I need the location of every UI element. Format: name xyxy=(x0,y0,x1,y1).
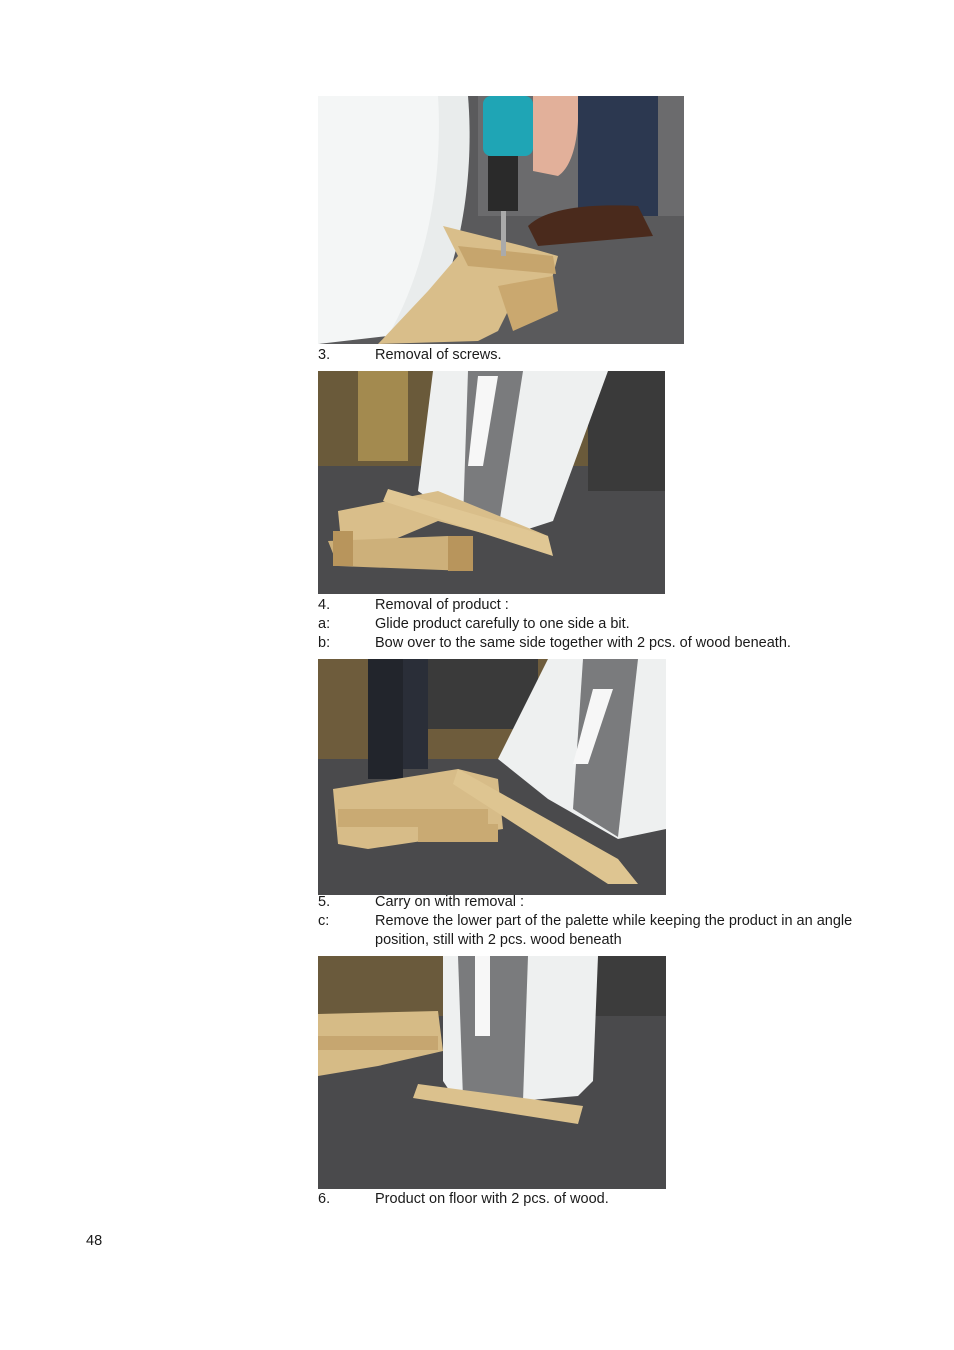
step-text: Carry on with removal : xyxy=(375,894,525,910)
step-4-caption xyxy=(318,596,895,653)
step-number: 4. xyxy=(318,597,331,613)
photo-carry-on-removal xyxy=(318,659,666,895)
step-3-caption xyxy=(318,346,865,365)
photo-removal-of-screws xyxy=(318,96,684,344)
step-letter: b: xyxy=(318,635,331,651)
photo-product-on-floor xyxy=(318,956,666,1189)
step-number: 5. xyxy=(318,894,331,910)
step-letter: c: xyxy=(318,913,330,929)
photo-removal-of-product xyxy=(318,371,665,594)
step-number: 6. xyxy=(318,1191,331,1207)
step-text: Removal of product : xyxy=(375,597,509,613)
step-text: Product on floor with 2 pcs. of wood. xyxy=(375,1191,609,1207)
step-text: Glide product carefully to one side a bit. xyxy=(375,616,630,632)
step-number: 3. xyxy=(318,347,331,363)
step-letter: a: xyxy=(318,616,331,632)
step-text: Bow over to the same side together with 2 pcs. of wood beneath. xyxy=(375,635,791,651)
step-text: Removal of screws. xyxy=(375,347,502,363)
step-5-caption xyxy=(318,893,865,950)
step-6-caption xyxy=(318,1190,865,1209)
step-text: Remove the lower part of the palette while keeping the product in an angle position, still with 2 pcs. wood beneath xyxy=(375,913,853,948)
page-number: 48 xyxy=(86,1233,103,1249)
